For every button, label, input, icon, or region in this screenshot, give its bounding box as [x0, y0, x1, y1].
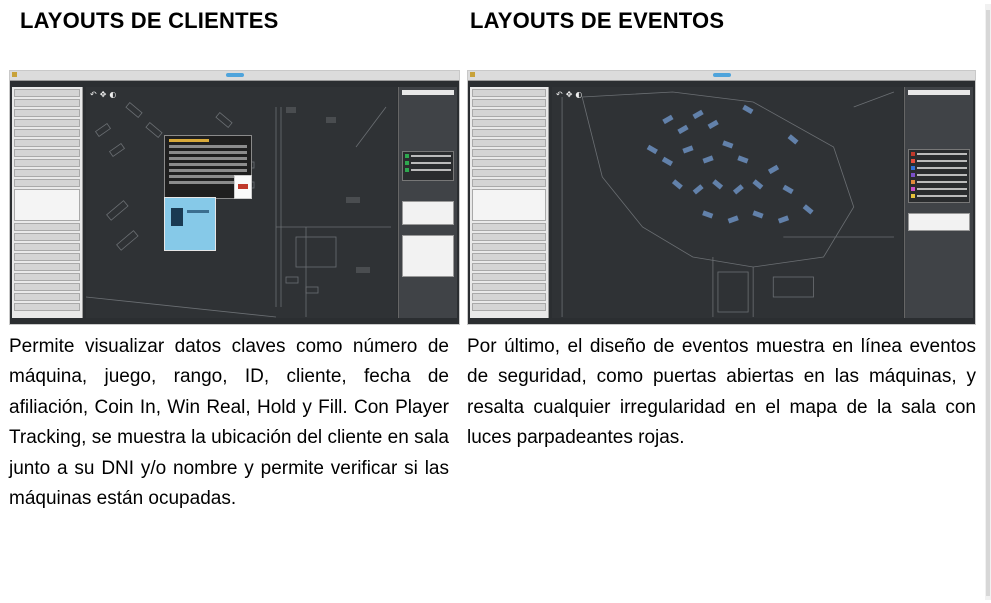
clientes-heading: LAYOUTS DE CLIENTES — [20, 8, 279, 33]
sidebar-item — [14, 253, 80, 261]
filter-panel — [904, 87, 973, 318]
sidebar-item — [472, 233, 546, 241]
app-logo-icon — [12, 72, 17, 77]
eventos-heading: LAYOUTS DE EVENTOS — [470, 8, 725, 33]
dni-card-image — [164, 197, 216, 251]
legend-color-swatch — [911, 194, 915, 198]
sidebar-menu — [12, 87, 83, 318]
sidebar-item — [472, 293, 546, 301]
event-table — [908, 213, 970, 231]
legend-row — [911, 186, 967, 192]
app-logo-icon — [470, 72, 475, 77]
contrast-icon[interactable]: ◐ — [575, 90, 583, 99]
panel-search-input[interactable] — [402, 90, 454, 95]
sidebar-item — [14, 223, 80, 231]
sidebar-item — [14, 109, 80, 117]
sidebar-item — [14, 303, 80, 311]
sidebar-item — [14, 273, 80, 281]
map-toolbar — [90, 90, 116, 99]
eventos-section — [466, 0, 991, 603]
dni-tag — [187, 210, 209, 213]
eventos-description: Por último, el diseño de eventos muestra en línea eventos de seguridad, como puertas abiertas en las máquinas, y resalta cualquier irregularidad en el mapa de la sala con luces parpadeantes rojas. — [467, 336, 976, 449]
sidebar-item — [472, 263, 546, 271]
sidebar-item — [472, 273, 546, 281]
sidebar-item — [472, 139, 546, 147]
sidebar-item — [14, 233, 80, 241]
client-legend — [402, 151, 454, 181]
contrast-icon[interactable]: ◐ — [109, 90, 117, 99]
filter-panel — [398, 87, 457, 318]
legend-label — [411, 169, 451, 171]
legend-label — [917, 167, 967, 169]
panel-search-input[interactable] — [908, 90, 970, 95]
popup-line — [169, 157, 247, 160]
legend-row — [405, 160, 451, 166]
legend-label — [917, 195, 967, 197]
client-table — [402, 201, 454, 225]
dni-photo — [171, 208, 183, 226]
popup-line — [169, 145, 247, 148]
legend-row — [911, 172, 967, 178]
floor-map — [552, 87, 903, 318]
move-icon[interactable]: ✥ — [99, 90, 107, 99]
sidebar-item — [472, 109, 546, 117]
sidebar-item-expanded — [14, 189, 80, 221]
legend-row — [911, 179, 967, 185]
sidebar-item — [14, 129, 80, 137]
sidebar-menu — [470, 87, 549, 318]
legend-label — [917, 153, 967, 155]
sidebar-item — [14, 139, 80, 147]
undo-icon[interactable]: ↶ — [90, 90, 97, 99]
legend-color-swatch — [911, 180, 915, 184]
detail-box — [402, 235, 454, 277]
legend-row — [911, 158, 967, 164]
machine-thumbnail-logo — [238, 184, 248, 189]
sidebar-item — [472, 223, 546, 231]
app-topbar — [468, 71, 975, 81]
legend-label — [917, 188, 967, 190]
undo-icon[interactable]: ↶ — [556, 90, 563, 99]
sidebar-item — [472, 179, 546, 187]
legend-color-swatch — [911, 152, 915, 156]
sidebar-item-expanded — [472, 189, 546, 221]
sidebar-item — [472, 149, 546, 157]
mode-toggle — [226, 73, 244, 77]
floor-map — [86, 87, 397, 318]
sidebar-item — [472, 159, 546, 167]
app-topbar — [10, 71, 459, 81]
sidebar-item — [472, 283, 546, 291]
clientes-section — [0, 0, 485, 603]
popup-title-line — [169, 139, 209, 142]
legend-row — [911, 165, 967, 171]
mode-toggle — [713, 73, 731, 77]
scrollbar-thumb[interactable] — [986, 10, 990, 596]
legend-color-swatch — [405, 168, 409, 172]
legend-row — [911, 151, 967, 157]
floor-map-drawing — [552, 87, 903, 318]
legend-color-swatch — [911, 173, 915, 177]
popup-line — [169, 151, 247, 154]
sidebar-item — [14, 99, 80, 107]
event-legend — [908, 149, 970, 203]
sidebar-item — [472, 243, 546, 251]
clientes-description: Permite visualizar datos claves como número de máquina, juego, rango, ID, cliente, fecha de afiliación, Coin In, Win Real, Hold y Fill. Con Player Tracking, se muestra la ubicación del cliente en sala junto a su DNI y/o nombre y permite verificar si las máquinas están ocupadas. — [9, 336, 449, 510]
legend-label — [917, 160, 967, 162]
legend-color-swatch — [911, 159, 915, 163]
sidebar-item — [472, 253, 546, 261]
sidebar-item — [14, 159, 80, 167]
sidebar-item — [14, 89, 80, 97]
legend-color-swatch — [911, 187, 915, 191]
map-toolbar — [556, 90, 582, 99]
popup-line — [169, 169, 247, 172]
sidebar-item — [14, 149, 80, 157]
sidebar-item — [472, 303, 546, 311]
sidebar-item — [472, 169, 546, 177]
legend-label — [917, 181, 967, 183]
sidebar-item — [472, 119, 546, 127]
sidebar-item — [14, 179, 80, 187]
floor-map-drawing — [86, 87, 397, 318]
legend-label — [917, 174, 967, 176]
legend-row — [911, 193, 967, 199]
sidebar-item — [472, 129, 546, 137]
sidebar-item — [14, 293, 80, 301]
machine-thumbnail — [234, 175, 252, 199]
sidebar-item — [14, 263, 80, 271]
legend-row — [405, 167, 451, 173]
legend-color-swatch — [405, 161, 409, 165]
move-icon[interactable]: ✥ — [565, 90, 573, 99]
legend-label — [411, 155, 451, 157]
clientes-screenshot — [9, 70, 460, 325]
popup-line — [169, 163, 247, 166]
sidebar-item — [14, 283, 80, 291]
sidebar-item — [14, 169, 80, 177]
sidebar-item — [14, 243, 80, 251]
legend-color-swatch — [405, 154, 409, 158]
page-scrollbar[interactable] — [985, 4, 991, 600]
legend-row — [405, 153, 451, 159]
legend-label — [411, 162, 451, 164]
sidebar-item — [472, 89, 546, 97]
legend-color-swatch — [911, 166, 915, 170]
sidebar-item — [472, 99, 546, 107]
sidebar-item — [14, 119, 80, 127]
eventos-screenshot — [467, 70, 976, 325]
